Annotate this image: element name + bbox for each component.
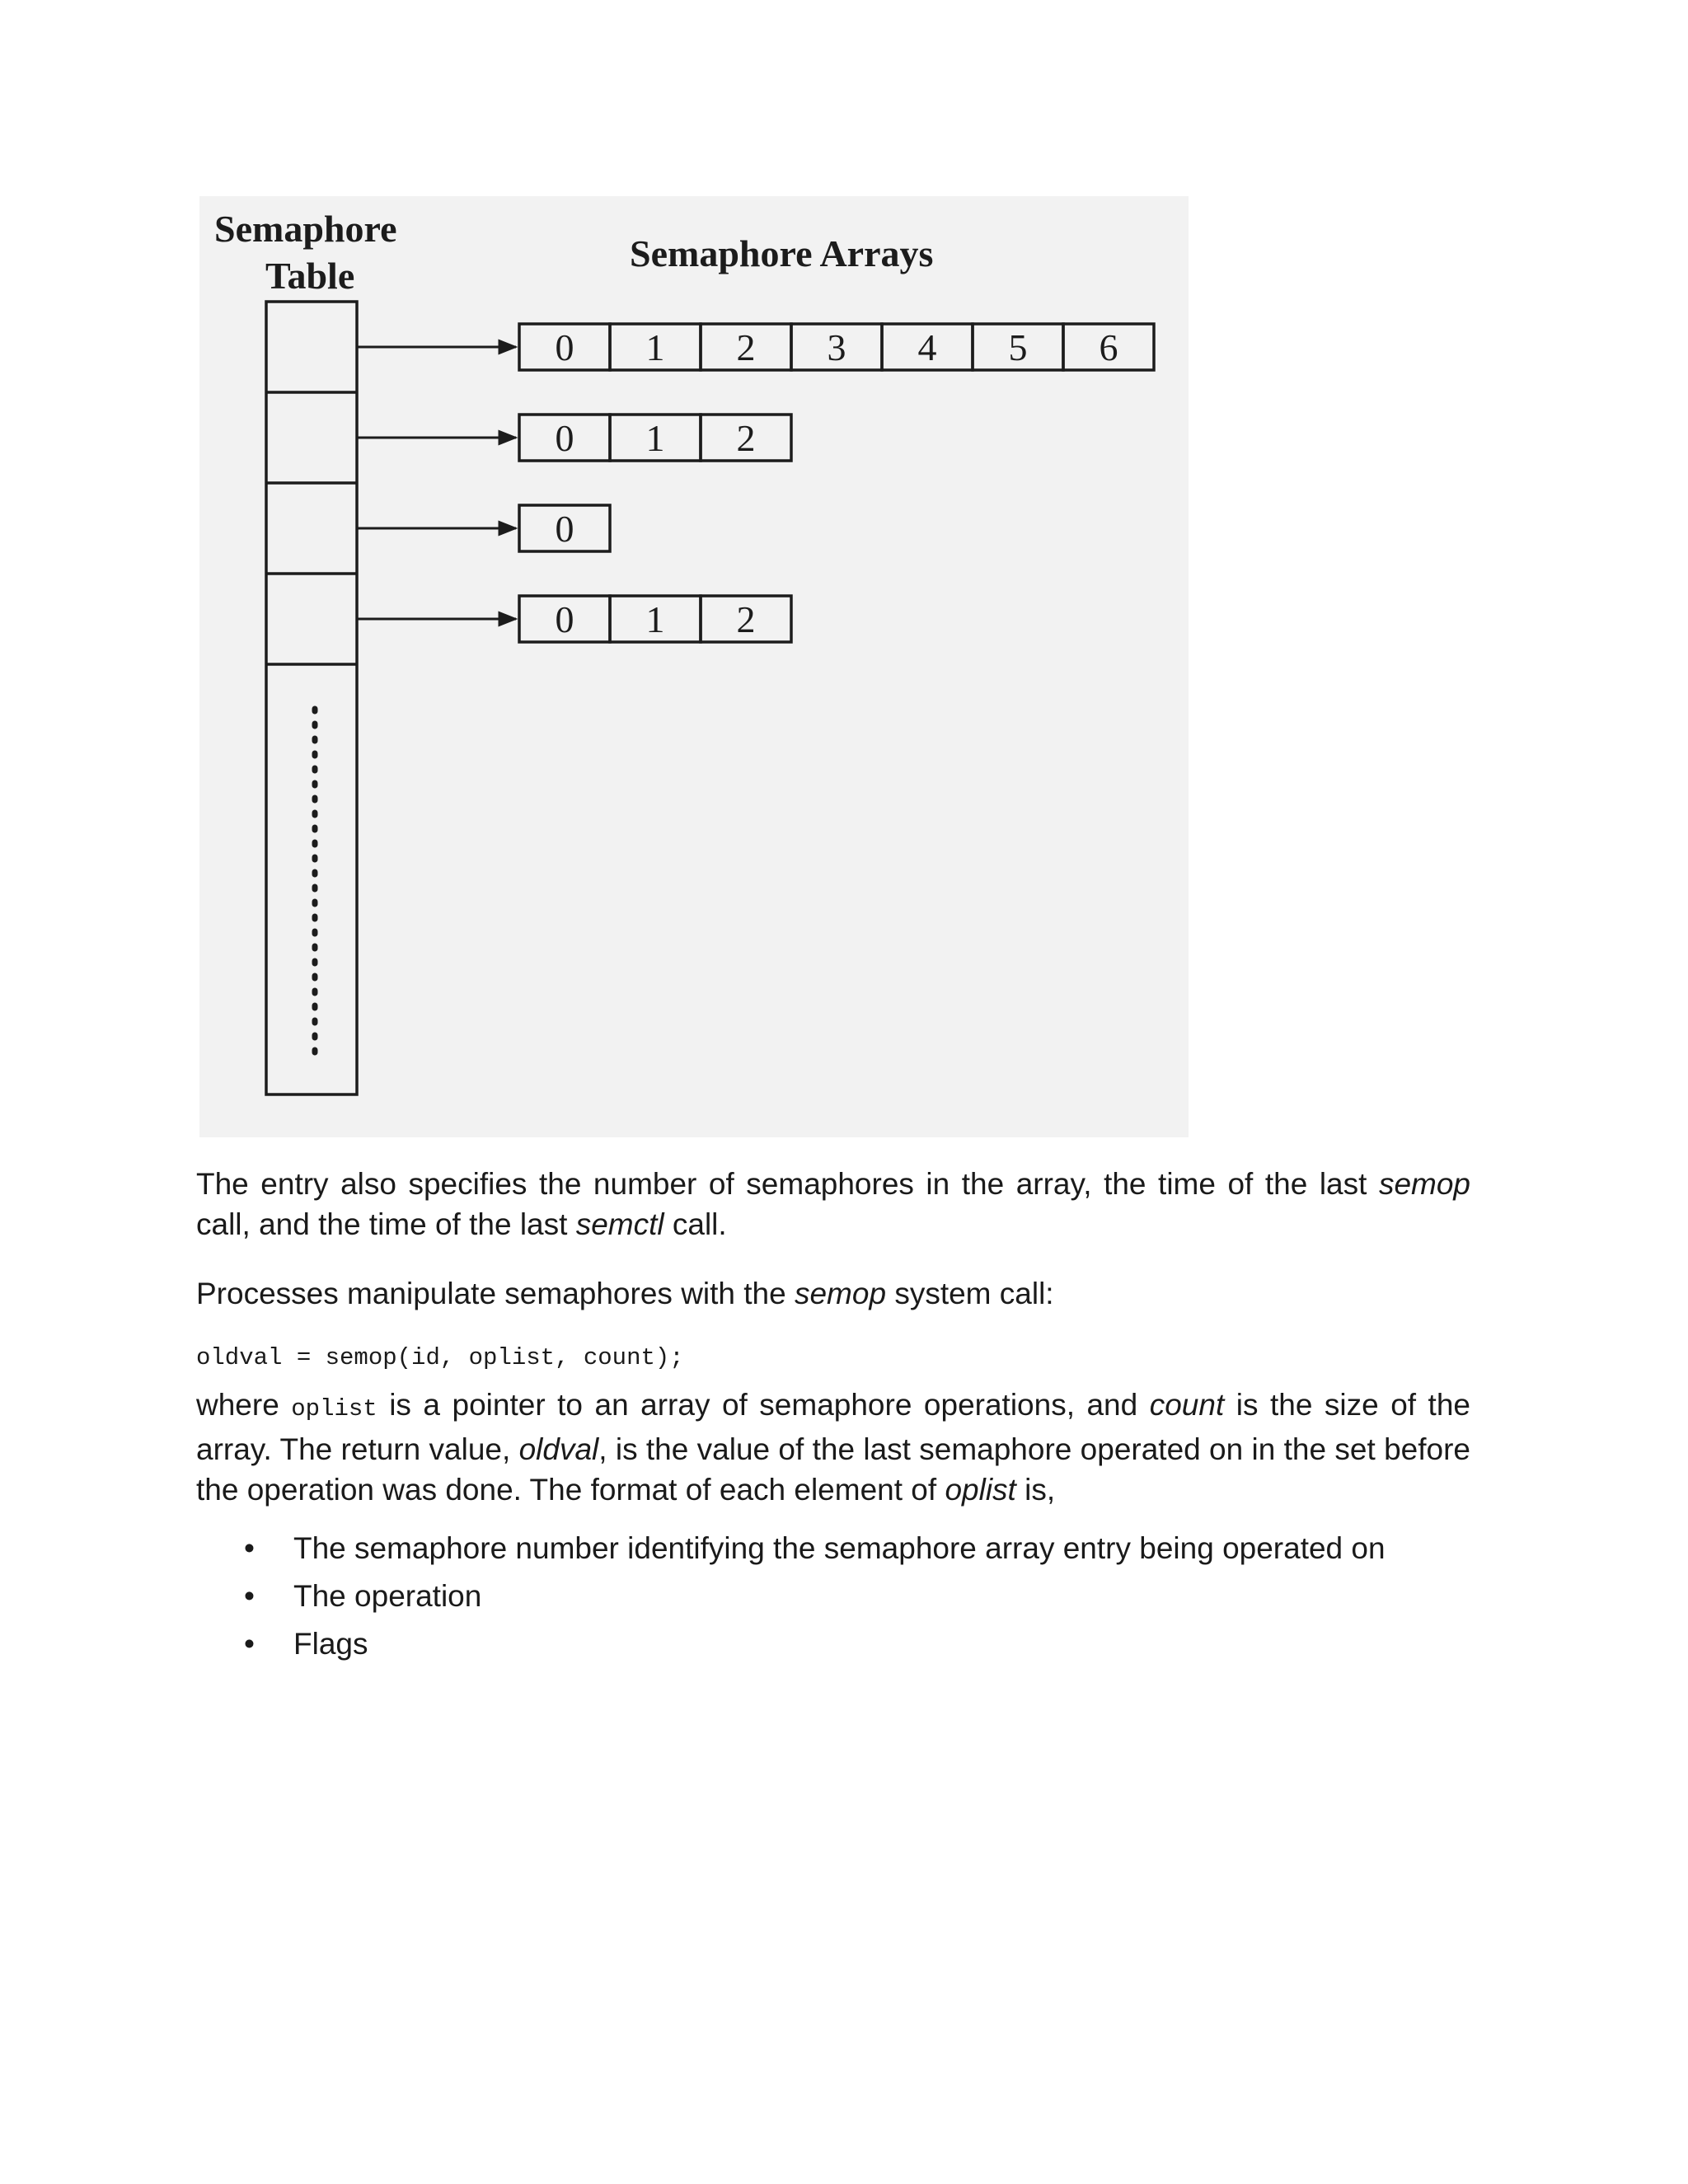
array-cell-label: 1 [645, 598, 665, 640]
array-cell-label: 5 [1008, 326, 1028, 368]
semaphore-table [266, 302, 357, 1094]
text-run: call. [663, 1207, 727, 1241]
list-item [196, 1525, 1386, 1572]
semaphore-array [519, 505, 610, 551]
bullet-icon: • [244, 1627, 255, 1661]
text-run: where [196, 1388, 292, 1422]
oplist-format-list [196, 1525, 1386, 1668]
semaphore-array [519, 324, 1154, 370]
text-run: system call: [886, 1277, 1054, 1310]
arrays-title: Semaphore Arrays [630, 232, 934, 274]
paragraph-entry-fields [196, 1164, 1470, 1244]
list-item-text: The semaphore number identifying the semaphore array entry being operated on [293, 1531, 1386, 1565]
italic-term: semop [1378, 1167, 1470, 1201]
array-cell-label: 1 [645, 326, 665, 368]
bullet-icon: • [244, 1531, 255, 1565]
array-cell-label: 2 [736, 417, 756, 459]
italic-term: semctl [575, 1207, 664, 1241]
array-cell-label: 2 [736, 598, 756, 640]
array-cell-label: 3 [827, 326, 846, 368]
text-run: is a pointer to an array of semaphore operations, and [377, 1388, 1150, 1422]
array-cell-label: 0 [555, 508, 574, 550]
bullet-icon: • [244, 1579, 255, 1613]
array-cell-label: 2 [736, 326, 756, 368]
semaphore-diagram-svg [199, 196, 1189, 1137]
array-cell-label: 6 [1099, 326, 1118, 368]
paragraph-semop-intro [196, 1273, 1470, 1314]
list-item-text: The operation [293, 1579, 482, 1613]
italic-term: semop [794, 1277, 887, 1310]
table-title-line1: Semaphore [214, 208, 397, 250]
text-run: Processes manipulate semaphores with the [196, 1277, 795, 1310]
code-line: oldval = semop(id, oplist, count); [196, 1344, 684, 1371]
list-item-text: Flags [293, 1627, 368, 1661]
italic-term: count [1149, 1388, 1225, 1422]
list-item [196, 1572, 1386, 1620]
text-run: is, [1015, 1473, 1056, 1507]
text-run: , is the value of the last semaphore operated on in the set before the operation was done. The format of each element of [196, 1432, 1470, 1507]
text-run: call, and the time of the last [196, 1207, 576, 1241]
semaphore-array [519, 596, 791, 642]
text-run: The entry also specifies the number of semaphores in the array, the time of the last [196, 1167, 1379, 1201]
list-item [196, 1620, 1386, 1668]
paragraph-semop-description [196, 1385, 1470, 1510]
array-cell-label: 1 [645, 417, 665, 459]
semaphore-array [519, 415, 791, 461]
italic-term: oplist [945, 1473, 1016, 1507]
array-cell-label: 4 [917, 326, 937, 368]
array-cell-label: 0 [555, 598, 574, 640]
text-run: is the size of the array. The return value, [196, 1388, 1470, 1466]
array-cell-label: 0 [555, 417, 574, 459]
array-cell-label: 0 [555, 326, 574, 368]
semaphore-diagram [199, 196, 1189, 1137]
italic-term: oldval [518, 1432, 599, 1466]
inline-code: oplist [291, 1395, 377, 1422]
table-title-line2: Table [265, 255, 355, 297]
